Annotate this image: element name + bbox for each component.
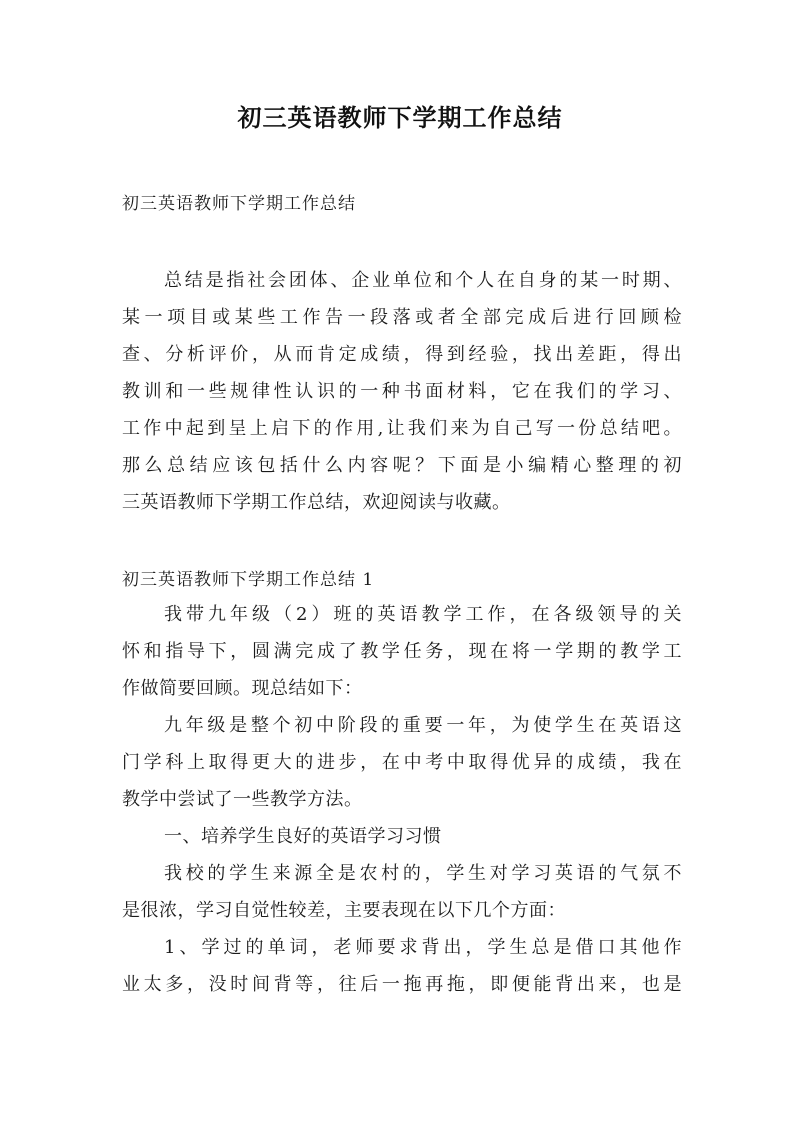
paragraph-line: 三英语教师下学期工作总结，欢迎阅读与收藏。 (122, 492, 511, 513)
document-subtitle: 初三英语教师下学期工作总结 (122, 194, 356, 214)
document-title: 初三英语教师下学期工作总结 (237, 104, 563, 132)
paragraph-line: 怀和指导下，圆满完成了教学任务，现在将一学期的教学工 (122, 641, 682, 662)
paragraph-line: 工作中起到呈上启下的作用,让我们来为自己写一份总结吧。 (122, 418, 682, 439)
paragraph-line: 九年级是整个初中阶段的重要一年，为使学生在英语这 (164, 715, 682, 736)
paragraph-line: 查、分析评价，从而肯定成绩，得到经验，找出差距，得出 (122, 344, 682, 365)
paragraph-line: 门学科上取得更大的进步，在中考中取得优异的成绩，我在 (122, 752, 682, 773)
paragraph-line: 那么总结应该包括什么内容呢？下面是小编精心整理的初 (122, 455, 682, 476)
paragraph-line: 教训和一些规律性认识的一种书面材料，它在我们的学习、 (122, 381, 682, 402)
paragraph-line: 1、学过的单词，老师要求背出，学生总是借口其他作 (164, 937, 682, 958)
section-body (122, 596, 682, 1003)
paragraph-line: 是很浓，学习自觉性较差，主要表现在以下几个方面： (122, 900, 566, 921)
paragraph-line: 我带九年级（2）班的英语教学工作，在各级领导的关 (164, 604, 682, 625)
paragraph-line: 某一项目或某些工作告一段落或者全部完成后进行回顾检 (122, 307, 682, 328)
paragraph-line: 作做简要回顾。现总结如下： (122, 678, 363, 699)
section-subheading: 一、培养学生良好的英语学习习惯 (164, 826, 442, 847)
section-heading: 初三英语教师下学期工作总结 1 (122, 570, 375, 590)
paragraph-line: 业太多，没时间背等，往后一拖再拖，即便能背出来，也是 (122, 974, 682, 995)
paragraph-line: 我校的学生来源全是农村的，学生对学习英语的气氛不 (164, 863, 682, 884)
intro-paragraph (122, 262, 682, 521)
paragraph-line: 总结是指社会团体、企业单位和个人在自身的某一时期、 (164, 270, 682, 291)
paragraph-line: 教学中尝试了一些教学方法。 (122, 789, 363, 810)
